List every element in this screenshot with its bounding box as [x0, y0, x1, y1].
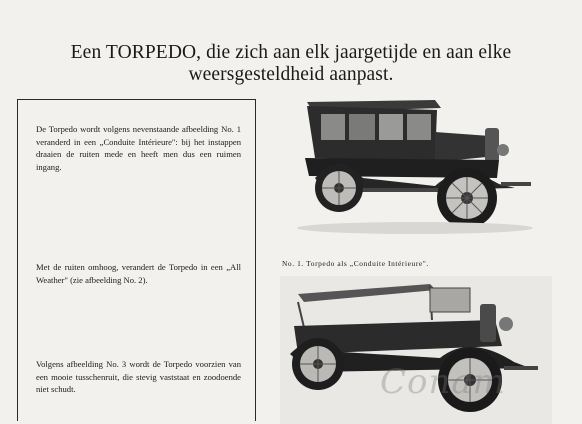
page-headline — [0, 42, 582, 86]
paragraph-conduite-interieure: De Torpedo wordt volgens nevenstaande afbeelding No. 1 veranderd in een „Conduite Intérieure": bij het instappen draaien de ruiten mede en heeft men dus een ruimen ingang. — [36, 124, 241, 173]
paragraph-tusschenruit: Volgens afbeelding No. 3 wordt de Torpedo voorzien van een mooie tusschenruit, die stevig vaststaat en zoodoende niet schudt. — [36, 359, 241, 395]
headline-line-1: Een TORPEDO, die zich aan elk jaargetijde en aan elke — [70, 42, 512, 63]
description-box — [17, 99, 256, 421]
paragraph-all-weather: Met de ruiten omhoog, verandert de Torpedo in een „All Weather" (zie afbeelding No. 2). — [36, 262, 241, 285]
watermark-logo: Conam — [380, 362, 506, 402]
headline-line-2: weersgesteldheid aanpast. — [188, 64, 394, 85]
car-photo-1 — [285, 96, 541, 246]
photo-1-caption: No. 1. Torpedo als „Conduite Intérieure". — [282, 259, 429, 268]
